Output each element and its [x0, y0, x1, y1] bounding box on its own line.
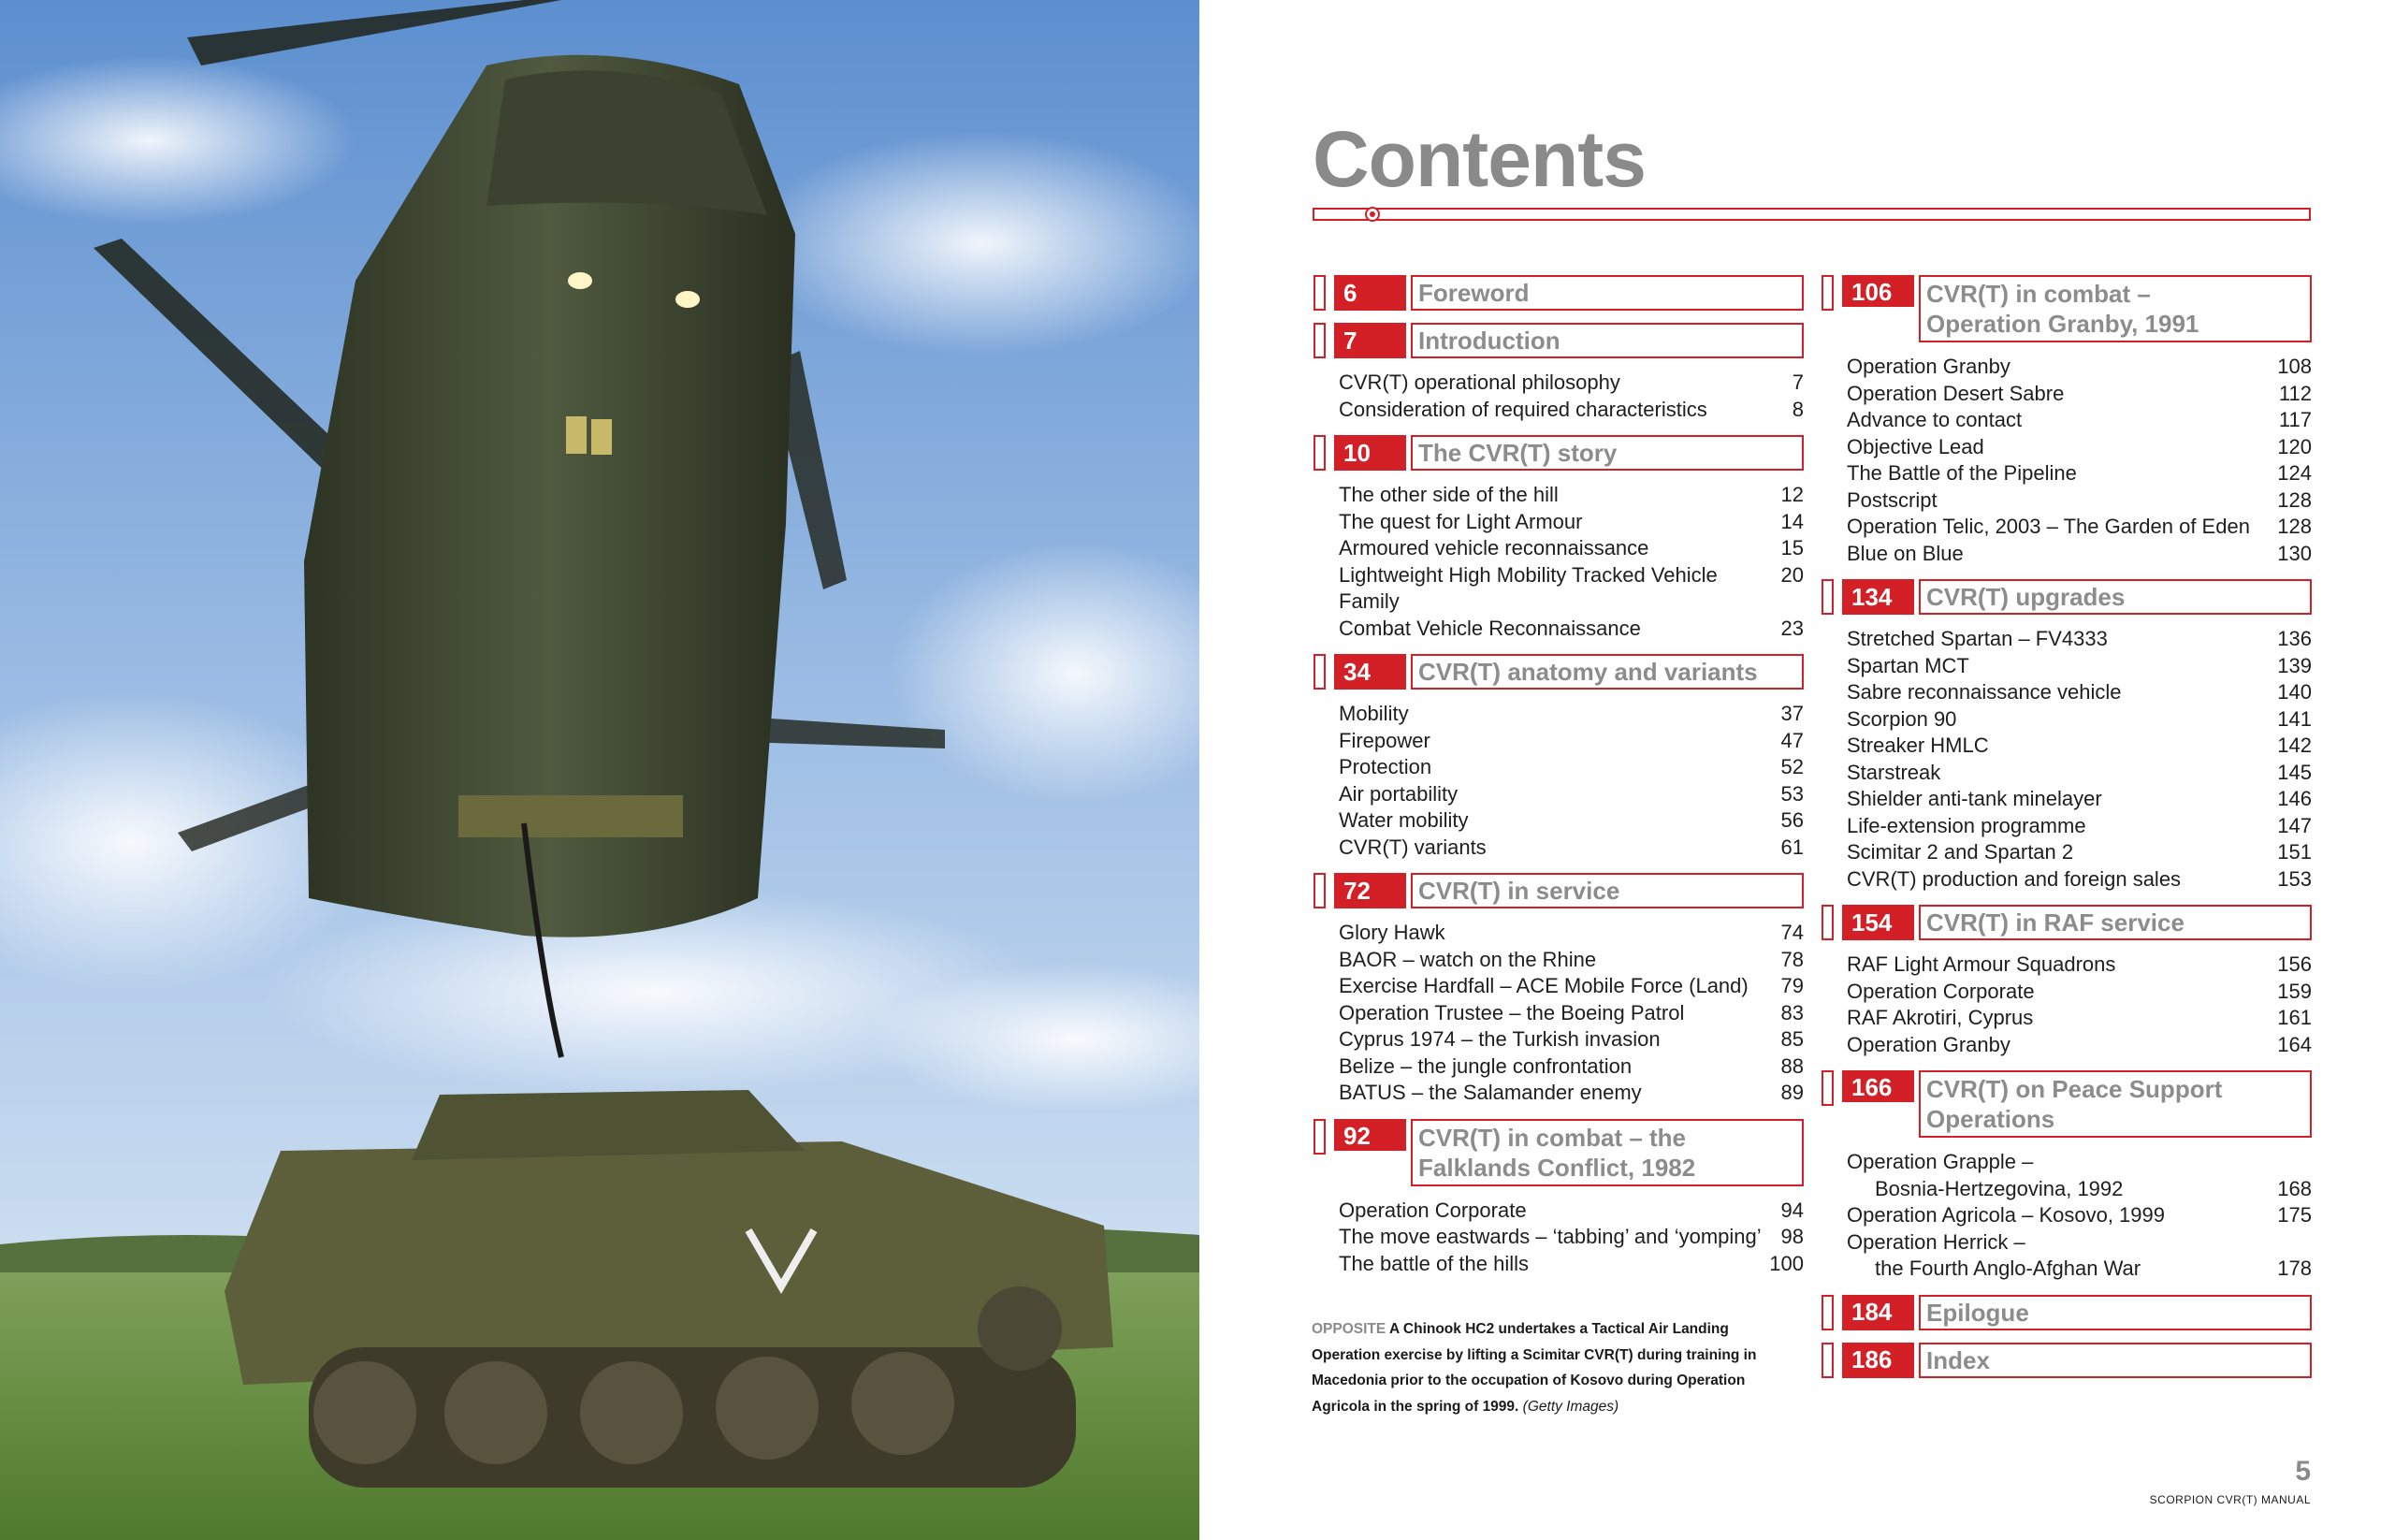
entry-label: Spartan MCT	[1847, 653, 1969, 677]
entry-label: Lightweight High Mobility Tracked Vehicle Family	[1339, 562, 1718, 613]
section-marker	[1314, 1119, 1326, 1155]
entry-label: Operation Grapple –	[1847, 1150, 2034, 1173]
entry-page: 79	[1780, 974, 1804, 997]
contents-section	[1314, 654, 1804, 861]
entry-page: 47	[1780, 728, 1804, 752]
contents-entry[interactable]	[1339, 728, 1804, 755]
entry-label: Objective Lead	[1847, 434, 1984, 458]
contents-entry[interactable]	[1847, 786, 2312, 813]
contents-entry[interactable]	[1847, 813, 2312, 840]
entry-page: 61	[1780, 835, 1804, 859]
entry-page: 151	[2277, 840, 2312, 864]
entry-label: The move eastwards – ‘tabbing’ and ‘yomping’	[1339, 1225, 1762, 1248]
contents-section	[1314, 873, 1804, 1107]
entry-page: 128	[2277, 487, 2312, 512]
section-title: The CVR(T) story	[1411, 435, 1804, 471]
contents-entry[interactable]	[1339, 1080, 1804, 1107]
section-marker	[1314, 873, 1326, 908]
contents-entry[interactable]	[1847, 733, 2312, 760]
entry-page: 146	[2277, 787, 2312, 810]
contents-entry[interactable]	[1847, 1202, 2312, 1229]
section-marker	[1822, 275, 1834, 311]
contents-entry[interactable]	[1847, 706, 2312, 734]
contents-entry[interactable]	[1847, 487, 2312, 515]
entry-page: 168	[2277, 1176, 2312, 1200]
section-title: CVR(T) in service	[1411, 873, 1804, 908]
section-heading[interactable]	[1314, 1119, 1804, 1186]
section-heading[interactable]	[1822, 275, 2312, 342]
contents-entry[interactable]	[1339, 973, 1804, 1000]
contents-entry[interactable]	[1339, 807, 1804, 835]
contents-entry[interactable]	[1339, 1224, 1804, 1251]
entry-label: Protection	[1339, 755, 1432, 778]
section-entries	[1314, 370, 1804, 423]
entry-page: 117	[2278, 408, 2312, 431]
rule-bullet-icon	[1365, 207, 1380, 222]
entry-label: Operation Granby	[1847, 355, 2010, 378]
contents-entry[interactable]	[1847, 679, 2312, 706]
section-title-line: Falklands Conflict, 1982	[1418, 1153, 1696, 1182]
section-page-number: 7	[1334, 323, 1406, 358]
contents-section	[1314, 275, 1804, 311]
contents-entry[interactable]	[1847, 354, 2312, 381]
entry-page: 52	[1780, 755, 1804, 778]
contents-left-column	[1314, 275, 1804, 1289]
entry-page: 98	[1780, 1225, 1804, 1248]
entry-page: 56	[1780, 808, 1804, 832]
contents-entry[interactable]	[1339, 835, 1804, 862]
contents-entry[interactable]	[1339, 482, 1804, 509]
section-page-number: 72	[1334, 873, 1406, 908]
section-marker	[1822, 1070, 1834, 1106]
entry-page: 23	[1780, 616, 1804, 640]
section-title: CVR(T) upgrades	[1919, 579, 2312, 615]
title-rule	[1313, 208, 2311, 223]
entry-label: Bosnia-Hertzegovina, 1992	[1875, 1176, 2124, 1200]
section-heading[interactable]	[1822, 579, 2312, 615]
section-heading[interactable]	[1822, 1070, 2312, 1138]
section-page-number: 166	[1842, 1070, 1914, 1102]
entry-page: 140	[2277, 680, 2312, 704]
entry-page: 74	[1780, 921, 1804, 944]
section-title: Foreword	[1411, 275, 1804, 311]
contents-section	[1822, 905, 2312, 1058]
section-marker	[1822, 1343, 1834, 1378]
section-title	[1919, 275, 2312, 342]
contents-entry[interactable]	[1847, 381, 2312, 408]
section-marker	[1822, 579, 1834, 615]
entry-label: Advance to contact	[1847, 408, 2023, 431]
entry-label: Operation Corporate	[1847, 979, 2035, 1003]
section-entries	[1314, 482, 1804, 642]
contents-section	[1822, 579, 2312, 893]
contents-section	[1822, 1343, 2312, 1378]
contents-entry[interactable]	[1847, 979, 2312, 1006]
section-entries	[1822, 354, 2312, 567]
entry-label: Sabre reconnaissance vehicle	[1847, 680, 2122, 704]
entry-page: 175	[2277, 1203, 2312, 1227]
entry-label: Life-extension programme	[1847, 813, 2086, 837]
section-page-number: 134	[1842, 579, 1914, 615]
section-page-number: 184	[1842, 1295, 1914, 1330]
section-title	[1919, 1070, 2312, 1138]
contents-entry[interactable]	[1339, 1198, 1804, 1225]
section-title-line: Operations	[1926, 1105, 2055, 1133]
entry-label: Starstreak	[1847, 760, 1941, 784]
entry-page: 100	[1769, 1251, 1804, 1275]
entry-page: 120	[2277, 434, 2312, 458]
entry-label: Operation Trustee – the Boeing Patrol	[1339, 1000, 1685, 1024]
contents-entry[interactable]	[1339, 701, 1804, 728]
entry-page	[2274, 1229, 2312, 1257]
entry-page: 7	[1792, 370, 1804, 394]
running-footer: SCORPION CVR(T) MANUAL	[2149, 1493, 2311, 1506]
entry-label: Operation Herrick –	[1847, 1229, 2025, 1254]
entry-page: 130	[2277, 541, 2312, 565]
contents-entry[interactable]	[1339, 947, 1804, 974]
entry-page: 128	[2277, 515, 2312, 538]
section-heading[interactable]	[1314, 873, 1804, 908]
entry-label: Shielder anti-tank minelayer	[1847, 787, 2102, 810]
section-marker	[1314, 654, 1326, 690]
section-heading[interactable]	[1314, 435, 1804, 471]
contents-section	[1314, 1119, 1804, 1278]
contents-entry[interactable]	[1847, 460, 2312, 487]
contents-entry[interactable]	[1847, 1256, 2312, 1283]
section-title: Epilogue	[1919, 1295, 2312, 1330]
entry-label: Stretched Spartan – FV4333	[1847, 627, 2108, 650]
entry-label: Streaker HMLC	[1847, 734, 1989, 757]
contents-entry[interactable]	[1847, 514, 2312, 541]
entry-label: The other side of the hill	[1339, 483, 1559, 506]
contents-entry[interactable]	[1847, 653, 2312, 680]
entry-page: 89	[1780, 1081, 1804, 1104]
entry-page: 88	[1780, 1053, 1804, 1078]
section-title: Index	[1919, 1343, 2312, 1378]
contents-entry[interactable]	[1339, 1251, 1804, 1278]
section-entries	[1822, 626, 2312, 893]
entry-page	[2274, 1149, 2312, 1176]
entry-page: 159	[2277, 979, 2312, 1003]
contents-entry[interactable]	[1339, 781, 1804, 808]
section-title: Introduction	[1411, 323, 1804, 358]
entry-page: 94	[1780, 1198, 1804, 1222]
entry-label: Scimitar 2 and Spartan 2	[1847, 840, 2074, 864]
contents-entry[interactable]	[1847, 1005, 2312, 1032]
section-marker	[1314, 323, 1326, 358]
entry-page: 83	[1780, 1000, 1804, 1024]
entry-label: The battle of the hills	[1339, 1251, 1530, 1275]
entry-label: Operation Corporate	[1339, 1198, 1527, 1222]
contents-section	[1822, 1295, 2312, 1330]
contents-entry[interactable]	[1847, 866, 2312, 893]
entry-label: Operation Agricola – Kosovo, 1999	[1847, 1203, 2166, 1227]
entry-label: the Fourth Anglo-Afghan War	[1875, 1257, 2141, 1280]
entry-label: Exercise Hardfall – ACE Mobile Force (Land)	[1339, 974, 1749, 997]
contents-entry[interactable]	[1339, 535, 1804, 562]
entry-label: CVR(T) production and foreign sales	[1847, 866, 2182, 891]
contents-entry[interactable]	[1847, 626, 2312, 653]
section-entries	[1314, 701, 1804, 861]
section-entries	[1314, 1198, 1804, 1278]
contents-entry[interactable]	[1847, 1149, 2312, 1176]
entry-page: 37	[1780, 702, 1804, 725]
entry-page: 161	[2277, 1006, 2312, 1029]
contents-entry[interactable]	[1847, 952, 2312, 979]
caption-credit: (Getty Images)	[1522, 1398, 1619, 1415]
contents-section	[1822, 275, 2312, 567]
entry-label: BATUS – the Salamander enemy	[1339, 1081, 1642, 1104]
section-heading[interactable]	[1822, 1343, 2312, 1378]
entry-label: Glory Hawk	[1339, 921, 1445, 944]
entry-page: 178	[2277, 1257, 2312, 1280]
section-title: CVR(T) in RAF service	[1919, 905, 2312, 940]
section-title-line: CVR(T) in combat –	[1926, 280, 2151, 308]
entry-label: Operation Granby	[1847, 1032, 2010, 1056]
section-entries	[1822, 1149, 2312, 1283]
entry-page: 142	[2277, 734, 2312, 757]
page-title: Contents	[1313, 115, 1646, 203]
contents-entry[interactable]	[1339, 397, 1804, 424]
entry-label: CVR(T) operational philosophy	[1339, 370, 1620, 394]
contents-section	[1314, 435, 1804, 642]
contents-entry[interactable]	[1339, 1000, 1804, 1027]
entry-label: Blue on Blue	[1847, 541, 1964, 565]
entry-label: Operation Desert Sabre	[1847, 381, 2065, 405]
contents-entry[interactable]	[1339, 370, 1804, 397]
entry-page: 112	[2278, 381, 2312, 405]
entry-label: RAF Akrotiri, Cyprus	[1847, 1006, 2034, 1029]
entry-label: Armoured vehicle reconnaissance	[1339, 536, 1649, 559]
entry-page: 141	[2277, 706, 2312, 731]
entry-page: 108	[2277, 355, 2312, 378]
entry-label: Mobility	[1339, 702, 1409, 725]
section-title-line: CVR(T) on Peace Support	[1926, 1075, 2223, 1103]
contents-entry[interactable]	[1847, 541, 2312, 568]
entry-page: 53	[1780, 781, 1804, 806]
section-page-number: 154	[1842, 905, 1914, 940]
section-marker	[1314, 435, 1326, 471]
entry-label: The Battle of the Pipeline	[1847, 461, 2077, 485]
contents-entry[interactable]	[1847, 1229, 2312, 1257]
entry-label: Air portability	[1339, 781, 1459, 806]
section-page-number: 92	[1334, 1119, 1406, 1151]
section-page-number: 10	[1334, 435, 1406, 471]
section-marker	[1822, 905, 1834, 940]
entry-page: 139	[2277, 653, 2312, 677]
entry-label: Operation Telic, 2003 – The Garden of Eden	[1847, 515, 2250, 538]
entry-page: 136	[2277, 627, 2312, 650]
entry-label: BAOR – watch on the Rhine	[1339, 947, 1597, 971]
entry-label: Water mobility	[1339, 808, 1469, 832]
entry-label: Belize – the jungle confrontation	[1339, 1053, 1633, 1078]
caption-text: A Chinook HC2 undertakes a Tactical Air Landing Operation exercise by lifting a Scimitar CVR(T) during training in Macedonia prior to the occupation of Kosovo during Operation Agricola in the spring of 1999.	[1312, 1321, 1757, 1415]
entry-label: CVR(T) variants	[1339, 835, 1487, 859]
photo-caption	[1312, 1316, 1796, 1419]
contents-entry[interactable]	[1339, 754, 1804, 781]
entry-page: 14	[1780, 509, 1804, 533]
entry-page: 164	[2277, 1032, 2312, 1056]
section-heading[interactable]	[1314, 654, 1804, 690]
contents-entry[interactable]	[1339, 509, 1804, 536]
entry-label: Scorpion 90	[1847, 706, 1957, 731]
entry-label: The quest for Light Armour	[1339, 509, 1583, 533]
section-title: CVR(T) anatomy and variants	[1411, 654, 1804, 690]
contents-entry[interactable]	[1339, 1026, 1804, 1053]
entry-page: 156	[2277, 952, 2312, 976]
section-heading[interactable]	[1314, 275, 1804, 311]
section-page-number: 6	[1334, 275, 1406, 311]
section-entries	[1822, 952, 2312, 1058]
entry-page: 145	[2277, 760, 2312, 784]
entry-page: 124	[2277, 461, 2312, 485]
entry-label: Firepower	[1339, 728, 1430, 752]
section-heading[interactable]	[1822, 905, 2312, 940]
entry-label: Postscript	[1847, 487, 1938, 512]
entry-page: 12	[1780, 483, 1804, 506]
contents-entry[interactable]	[1339, 1053, 1804, 1081]
contents-section	[1822, 1070, 2312, 1283]
entry-label: Consideration of required characteristics	[1339, 397, 1707, 421]
caption-lead: OPPOSITE	[1312, 1321, 1386, 1337]
section-page-number: 106	[1842, 275, 1914, 307]
entry-page: 153	[2277, 866, 2312, 891]
contents-entry[interactable]	[1847, 839, 2312, 866]
section-marker	[1822, 1295, 1834, 1330]
section-entries	[1314, 920, 1804, 1107]
contents-right-column	[1822, 275, 2312, 1390]
entry-page: 147	[2277, 813, 2312, 837]
contents-entry[interactable]	[1339, 562, 1804, 616]
contents-entry[interactable]	[1339, 920, 1804, 947]
section-page-number: 186	[1842, 1343, 1914, 1378]
section-page-number: 34	[1334, 654, 1406, 690]
entry-page: 20	[1780, 562, 1804, 587]
entry-page: 15	[1780, 536, 1804, 559]
entry-page: 85	[1780, 1027, 1804, 1051]
entry-page: 78	[1780, 947, 1804, 971]
section-title	[1411, 1119, 1804, 1186]
section-marker	[1314, 275, 1326, 311]
entry-label: Cyprus 1974 – the Turkish invasion	[1339, 1027, 1661, 1051]
contents-entry[interactable]	[1847, 1176, 2312, 1203]
entry-label: Combat Vehicle Reconnaissance	[1339, 616, 1641, 640]
section-heading[interactable]	[1314, 323, 1804, 358]
page-number: 5	[2295, 1456, 2311, 1487]
entry-label: RAF Light Armour Squadrons	[1847, 952, 2116, 976]
contents-entry[interactable]	[1847, 434, 2312, 461]
section-heading[interactable]	[1822, 1295, 2312, 1330]
section-title-line: Operation Granby, 1991	[1926, 310, 2199, 338]
section-title-line: CVR(T) in combat – the	[1418, 1123, 1687, 1152]
contents-section	[1314, 323, 1804, 423]
contents-entry[interactable]	[1847, 1032, 2312, 1059]
contents-entry[interactable]	[1339, 616, 1804, 643]
contents-entry[interactable]	[1847, 407, 2312, 434]
contents-entry[interactable]	[1847, 760, 2312, 787]
entry-page: 8	[1792, 397, 1804, 421]
